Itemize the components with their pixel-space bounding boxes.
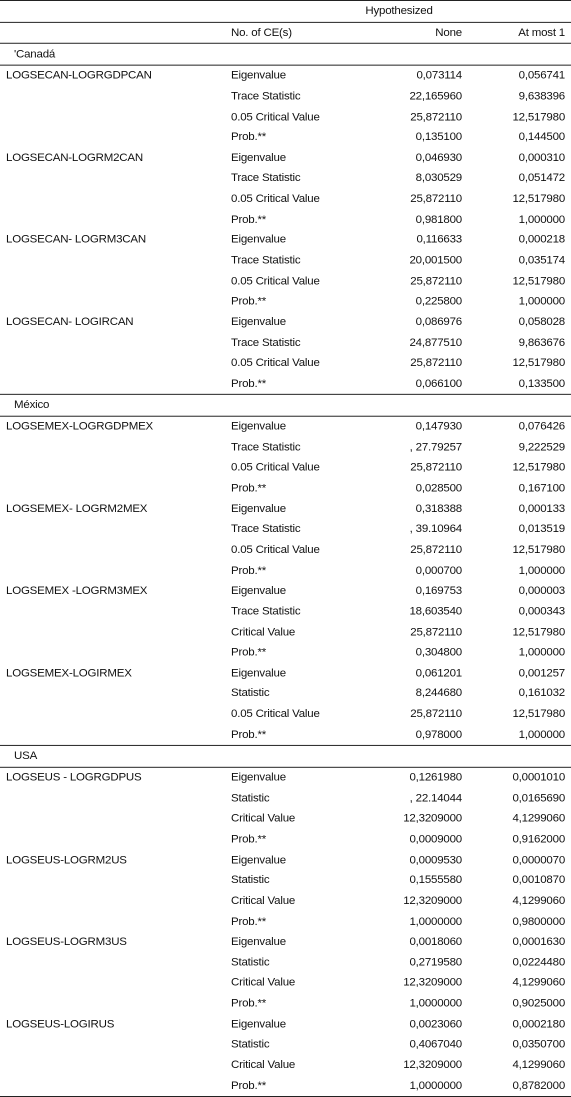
value-none: 0,0009000 <box>409 833 462 846</box>
value-at-most-1: 0,058028 <box>518 316 566 329</box>
value-at-most-1: 0,001257 <box>518 667 566 680</box>
statistic-label: Eigenvalue <box>231 502 286 515</box>
statistic-label: 0.05 Critical Value <box>231 193 320 205</box>
table-row <box>0 416 571 437</box>
value-none: , 22.14044 <box>409 792 462 805</box>
value-at-most-1: 0,000003 <box>518 585 566 597</box>
statistic-label: 0.05 Critical Value <box>231 110 320 123</box>
empty-cell <box>0 353 227 374</box>
table-row <box>0 148 571 169</box>
value-at-most-1: 12,517980 <box>512 543 566 556</box>
table-row <box>0 663 571 684</box>
statistic-label: Prob.** <box>231 997 267 1010</box>
variable-pair-label: LOGSECAN-LOGRGDPCAN <box>6 69 152 82</box>
country-label: 'Canadá <box>0 44 571 66</box>
column-header-none: None <box>375 22 468 44</box>
variable-pair-label: LOGSEUS-LOGRM3US <box>6 936 127 948</box>
table-row <box>0 312 571 333</box>
value-none: 0,0009530 <box>409 853 462 866</box>
statistic-label: Critical Value <box>231 1059 296 1072</box>
table-row <box>0 168 571 189</box>
column-header-ces: No. of CE(s) <box>227 22 375 44</box>
value-at-most-1: 9,222529 <box>518 441 566 454</box>
value-none: 1,0000000 <box>409 997 462 1010</box>
value-at-most-1: 0,000310 <box>518 151 566 164</box>
statistic-label: Critical Value <box>231 894 296 907</box>
table-row <box>0 829 571 850</box>
statistic-label: Trace Statistic <box>231 605 301 618</box>
table-row <box>0 373 571 394</box>
empty-cell <box>0 519 227 540</box>
statistic-label: Eigenvalue <box>231 420 286 433</box>
value-none: 25,872110 <box>410 110 462 123</box>
table-row <box>0 519 571 540</box>
value-at-most-1: 0,000343 <box>518 605 566 618</box>
table-row <box>0 788 571 809</box>
statistic-label: Eigenvalue <box>231 1018 286 1031</box>
statistic-label: Statistic <box>231 687 270 700</box>
value-at-most-1: 0,0001010 <box>512 771 566 784</box>
empty-cell <box>0 291 227 312</box>
hypothesized-label: Hypothesized <box>227 0 571 22</box>
value-none: 25,872110 <box>410 708 462 721</box>
value-none: 12,3209000 <box>403 812 462 825</box>
table-row <box>0 683 571 704</box>
value-at-most-1: 0,051472 <box>518 172 566 185</box>
statistic-label: 0.05 Critical Value <box>231 543 320 556</box>
value-none: 0,061201 <box>415 667 462 680</box>
value-none: 0,073114 <box>416 69 462 82</box>
statistic-label: 0.05 Critical Value <box>231 357 320 370</box>
empty-cell <box>0 601 227 622</box>
table-row <box>0 952 571 973</box>
table-row <box>0 353 571 374</box>
empty-cell <box>0 1055 227 1076</box>
table-row <box>0 332 571 353</box>
value-none: 0,1555580 <box>409 874 462 887</box>
value-at-most-1: 4,1299060 <box>512 894 566 907</box>
empty-cell <box>0 891 227 912</box>
statistic-label: Trace Statistic <box>231 254 301 267</box>
value-none: 0,981800 <box>415 213 462 226</box>
value-at-most-1: 0,9025000 <box>512 997 566 1010</box>
value-at-most-1: 0,0001630 <box>512 936 566 948</box>
empty-cell <box>0 993 227 1014</box>
statistic-label: Prob.** <box>231 833 267 846</box>
table-row <box>0 809 571 830</box>
value-none: 24,877510 <box>409 336 462 349</box>
statistic-label: Eigenvalue <box>231 936 286 948</box>
empty-cell <box>0 724 227 745</box>
value-at-most-1: 4,1299060 <box>512 977 566 990</box>
value-at-most-1: 12,517980 <box>512 110 566 123</box>
statistic-label: Statistic <box>231 792 270 805</box>
variable-pair-label: LOGSECAN-LOGRM2CAN <box>6 151 143 164</box>
value-none: 18,603540 <box>409 605 462 618</box>
empty-cell <box>0 829 227 850</box>
empty-cell <box>0 458 227 479</box>
value-at-most-1: 12,517980 <box>512 275 566 288</box>
empty-cell <box>0 622 227 643</box>
empty-cell <box>0 373 227 394</box>
value-at-most-1: 0,035174 <box>518 254 566 267</box>
value-at-most-1: 0,013519 <box>518 523 566 536</box>
table-row <box>0 704 571 725</box>
statistic-label: Eigenvalue <box>231 234 286 247</box>
variable-pair-label: LOGSEMEX-LOGRGDPMEX <box>6 420 154 433</box>
table-row <box>0 973 571 994</box>
statistic-label: Trace Statistic <box>231 90 301 103</box>
country-row <box>0 745 571 767</box>
statistic-label: Prob.** <box>227 1075 375 1096</box>
empty-cell <box>0 560 227 581</box>
table-row <box>0 724 571 745</box>
table-row <box>0 230 571 251</box>
value-none: 0,046930 <box>415 151 462 164</box>
table-row <box>0 870 571 891</box>
table-row <box>0 581 571 602</box>
value-none: 0,318388 <box>415 502 462 515</box>
hypothesized-header-row <box>0 0 571 22</box>
value-at-most-1: 4,1299060 <box>512 812 566 825</box>
value-none: 25,872110 <box>410 357 462 370</box>
value-at-most-1: 4,1299060 <box>512 1059 566 1072</box>
value-at-most-1: 12,517980 <box>512 626 566 639</box>
empty-cell <box>0 973 227 994</box>
value-none: 8,030529 <box>415 172 462 185</box>
statistic-label: Statistic <box>231 956 270 969</box>
value-none: 0,978000 <box>415 728 462 741</box>
value-none: 20,001500 <box>409 254 462 267</box>
statistic-label: Prob.** <box>231 728 267 741</box>
statistic-label: 0.05 Critical Value <box>231 275 320 288</box>
value-none: 0,0023060 <box>409 1018 462 1031</box>
value-at-most-1: 12,517980 <box>512 193 566 205</box>
table-row <box>0 932 571 953</box>
value-at-most-1: 0,000218 <box>518 234 566 247</box>
value-none: 25,872110 <box>410 626 462 639</box>
variable-pair-label: LOGSEMEX- LOGRM2MEX <box>6 502 148 515</box>
value-none: 0,2719580 <box>409 956 462 969</box>
statistic-label: Trace Statistic <box>231 336 301 349</box>
table-row <box>0 250 571 271</box>
statistic-label: Prob.** <box>231 131 267 144</box>
statistic-label: Eigenvalue <box>231 69 286 82</box>
column-header-at-most-1: At most 1 <box>468 22 571 44</box>
value-at-most-1: 1,000000 <box>518 646 566 659</box>
statistic-label: Prob.** <box>231 646 267 659</box>
statistic-label: Prob.** <box>231 377 267 390</box>
statistic-label: 0.05 Critical Value <box>231 708 320 721</box>
value-at-most-1: 0,161032 <box>518 687 566 700</box>
country-row <box>0 395 571 417</box>
value-none: 8,244680 <box>415 687 462 700</box>
value-none: 0,1261980 <box>409 771 462 784</box>
value-none: 0,000700 <box>415 564 462 577</box>
empty-cell <box>0 540 227 561</box>
table-row <box>0 291 571 312</box>
value-none: 0,116633 <box>416 234 462 247</box>
value-none: 0,169753 <box>415 585 462 597</box>
table-row <box>0 601 571 622</box>
empty-cell <box>0 168 227 189</box>
empty-cell <box>0 86 227 107</box>
value-at-most-1: 1,000000 <box>518 295 566 308</box>
value-none: 25,872110 <box>410 193 462 205</box>
empty-cell <box>0 952 227 973</box>
statistic-label: Trace Statistic <box>231 523 301 536</box>
table-row <box>0 499 571 520</box>
empty-cell <box>0 809 227 830</box>
value-none: 25,872110 <box>410 543 462 556</box>
empty-cell <box>0 437 227 458</box>
value-at-most-1: 1,000000 <box>518 728 566 741</box>
empty-cell <box>0 209 227 230</box>
value-none: 0,147930 <box>415 420 462 433</box>
value-none: 0,0018060 <box>409 936 462 948</box>
table-row <box>0 189 571 210</box>
empty-cell <box>0 642 227 663</box>
table-row <box>0 1014 571 1035</box>
empty-cell <box>0 911 227 932</box>
table-row <box>0 560 571 581</box>
variable-pair-label: LOGSEUS-LOGRM2US <box>6 853 127 866</box>
statistic-label: Eigenvalue <box>231 585 286 597</box>
table-row <box>0 65 571 86</box>
table-row <box>0 850 571 871</box>
value-none: 1,0000000 <box>409 915 462 928</box>
value-at-most-1: 0,0010870 <box>512 874 566 887</box>
empty-cell <box>0 127 227 148</box>
value-at-most-1: 0,076426 <box>518 420 566 433</box>
table-row <box>0 891 571 912</box>
statistic-label: Prob.** <box>231 213 267 226</box>
statistic-label: Critical Value <box>231 626 296 639</box>
table-row <box>0 540 571 561</box>
variable-pair-label: LOGSECAN- LOGRM3CAN <box>6 234 146 247</box>
empty-cell <box>0 189 227 210</box>
variable-pair-label: LOGSEUS-LOGIRUS <box>6 1018 115 1031</box>
table-row <box>0 127 571 148</box>
value-none: 0,225800 <box>415 295 462 308</box>
value-none: 12,3209000 <box>403 894 462 907</box>
table-row <box>0 209 571 230</box>
value-none: 0,135100 <box>415 131 462 144</box>
value-none: 0,304800 <box>415 646 462 659</box>
statistic-label: Trace Statistic <box>231 441 301 454</box>
table-row <box>0 911 571 932</box>
value-at-most-1: 0,0000070 <box>512 853 566 866</box>
value-none: 12,3209000 <box>403 977 462 990</box>
empty-cell <box>0 478 227 499</box>
empty-cell <box>0 1034 227 1055</box>
variable-pair-label: LOGSEMEX -LOGRM3MEX <box>6 585 148 597</box>
empty-cell <box>0 1075 227 1096</box>
value-none: , 39.10964 <box>409 523 462 536</box>
value-none: 0,086976 <box>415 316 462 329</box>
value-none: 0,028500 <box>415 482 462 495</box>
table-row <box>0 437 571 458</box>
table-row <box>0 478 571 499</box>
value-at-most-1: 0,0002180 <box>512 1018 566 1031</box>
variable-pair-label: LOGSEUS - LOGRGDPUS <box>6 771 142 784</box>
table-row <box>0 1034 571 1055</box>
value-none: 12,3209000 <box>403 1059 462 1072</box>
statistic-label: Prob.** <box>231 915 267 928</box>
statistic-label: Trace Statistic <box>231 172 301 185</box>
statistic-label: Eigenvalue <box>231 771 286 784</box>
variable-pair-label: LOGSEMEX-LOGIRMEX <box>6 667 132 680</box>
value-none: 0,066100 <box>415 377 462 390</box>
value-at-most-1: 9,638396 <box>518 90 566 103</box>
country-row <box>0 44 571 66</box>
table-row <box>0 271 571 292</box>
table-row <box>0 1075 571 1096</box>
value-none: 1,0000000 <box>375 1075 468 1096</box>
statistic-label: Prob.** <box>231 482 267 495</box>
table-row <box>0 1055 571 1076</box>
statistic-label: Prob.** <box>231 295 267 308</box>
statistic-label: Eigenvalue <box>231 151 286 164</box>
table-row <box>0 767 571 788</box>
value-none: 22,165960 <box>409 90 462 103</box>
value-none: 0,4067040 <box>409 1038 462 1051</box>
value-at-most-1: 0,8782000 <box>468 1075 571 1096</box>
value-at-most-1: 0,133500 <box>518 377 566 390</box>
value-at-most-1: 0,0350700 <box>512 1038 566 1051</box>
table-row <box>0 993 571 1014</box>
statistic-label: Eigenvalue <box>231 316 286 329</box>
value-at-most-1: 9,863676 <box>518 336 566 349</box>
value-at-most-1: 0,0224480 <box>512 956 566 969</box>
empty-cell <box>0 788 227 809</box>
empty-cell <box>0 704 227 725</box>
column-header-row <box>0 22 571 44</box>
value-none: 25,872110 <box>410 461 462 474</box>
value-at-most-1: 12,517980 <box>512 357 566 370</box>
statistic-label: Statistic <box>231 874 270 887</box>
value-at-most-1: 0,167100 <box>518 482 566 495</box>
empty-cell <box>0 332 227 353</box>
value-at-most-1: 0,056741 <box>518 69 566 82</box>
value-at-most-1: 1,000000 <box>518 564 566 577</box>
table-row <box>0 86 571 107</box>
statistic-label: Eigenvalue <box>231 667 286 680</box>
value-at-most-1: 0,0165690 <box>512 792 566 805</box>
statistic-label: Critical Value <box>231 812 296 825</box>
table-row <box>0 107 571 128</box>
value-at-most-1: 0,9800000 <box>512 915 566 928</box>
table-row <box>0 458 571 479</box>
empty-cell <box>0 271 227 292</box>
country-label: USA <box>0 745 571 767</box>
statistic-label: Prob.** <box>231 564 267 577</box>
value-none: , 27.79257 <box>409 441 462 454</box>
table-row <box>0 642 571 663</box>
value-at-most-1: 0,144500 <box>518 131 566 144</box>
value-at-most-1: 0,9162000 <box>512 833 566 846</box>
value-at-most-1: 12,517980 <box>512 461 566 474</box>
value-none: 25,872110 <box>410 275 462 288</box>
empty-cell <box>0 250 227 271</box>
statistic-label: Eigenvalue <box>231 853 286 866</box>
statistic-label: 0.05 Critical Value <box>231 461 320 474</box>
statistic-label: Statistic <box>231 1038 270 1051</box>
value-at-most-1: 1,000000 <box>518 213 566 226</box>
empty-cell <box>0 107 227 128</box>
value-at-most-1: 0,000133 <box>518 502 566 515</box>
value-at-most-1: 12,517980 <box>512 708 566 721</box>
empty-cell <box>0 870 227 891</box>
table-row <box>0 622 571 643</box>
country-label: México <box>0 395 571 417</box>
statistic-label: Critical Value <box>231 977 296 990</box>
variable-pair-label: LOGSECAN- LOGIRCAN <box>6 316 134 329</box>
empty-cell <box>0 683 227 704</box>
